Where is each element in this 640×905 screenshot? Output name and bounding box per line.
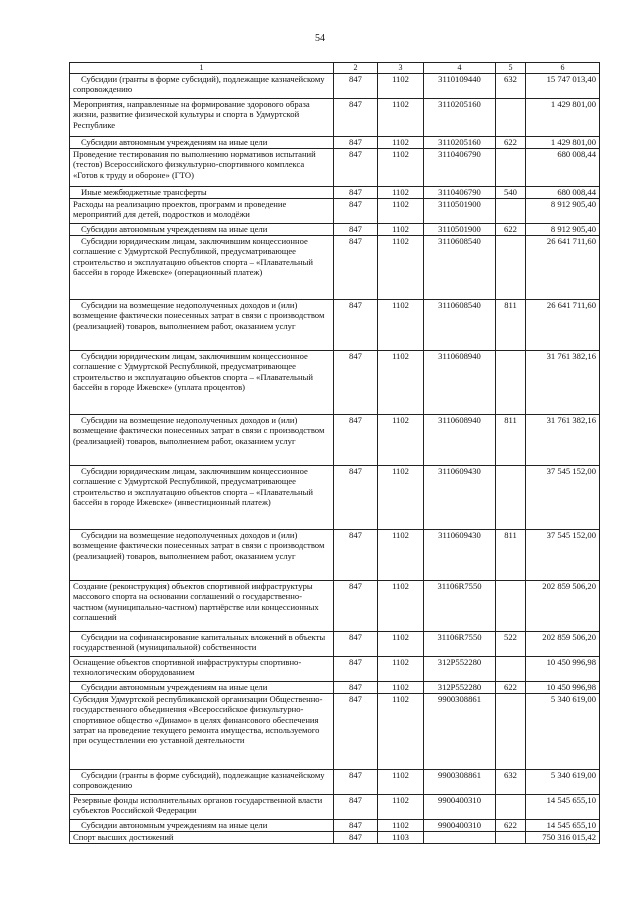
row-expense-type: 632: [496, 74, 526, 99]
table-row: [70, 224, 600, 236]
row-amount: 15 747 013,40: [526, 74, 600, 99]
row-name: Субсидии автономным учреждениям на иные цели: [70, 137, 334, 149]
row-target-article: 3110608940: [424, 351, 496, 415]
row-name: Иные межбюджетные трансферты: [70, 187, 334, 199]
table-row: [70, 466, 600, 530]
row-expense-type: [496, 99, 526, 137]
row-amount: 5 340 619,00: [526, 694, 600, 770]
table-row: [70, 795, 600, 820]
row-code: 847: [334, 74, 378, 99]
table-row: [70, 820, 600, 832]
row-section: 1102: [378, 632, 424, 657]
row-target-article: 3110608940: [424, 415, 496, 466]
row-amount: 26 641 711,60: [526, 300, 600, 351]
row-target-article: 3110205160: [424, 99, 496, 137]
row-target-article: 31106R7550: [424, 632, 496, 657]
row-section: 1102: [378, 199, 424, 224]
row-name: Субсидии автономным учреждениям на иные цели: [70, 224, 334, 236]
row-code: 847: [334, 694, 378, 770]
row-name: Субсидии (гранты в форме субсидий), подлежащие казначейскому сопровождению: [70, 74, 334, 99]
row-code: 847: [334, 137, 378, 149]
row-amount: 680 008,44: [526, 187, 600, 199]
row-expense-type: 632: [496, 770, 526, 795]
row-section: 1102: [378, 99, 424, 137]
row-target-article: 3110501900: [424, 199, 496, 224]
table-row: [70, 300, 600, 351]
row-name: Мероприятия, направленные на формирование здорового образа жизни, развитие физической культуры и спорта в Удмуртской Республике: [70, 99, 334, 137]
row-target-article: 9900400310: [424, 795, 496, 820]
row-amount: 26 641 711,60: [526, 236, 600, 300]
table-row: [70, 199, 600, 224]
row-amount: 10 450 996,98: [526, 657, 600, 682]
row-target-article: 312P552280: [424, 682, 496, 694]
row-section: 1102: [378, 74, 424, 99]
row-name: Субсидии юридическим лицам, заключившим концессионное соглашение с Удмуртской Республикой, предусматривающее строительство и эксплуатацию объектов спорта – «Плавательный бассейн в городе Ижевске» (операционный платеж): [70, 236, 334, 300]
row-target-article: 31106R7550: [424, 581, 496, 632]
row-expense-type: [496, 466, 526, 530]
table-body: [70, 63, 600, 844]
row-amount: 5 340 619,00: [526, 770, 600, 795]
row-amount: 14 545 655,10: [526, 820, 600, 832]
row-section: 1102: [378, 657, 424, 682]
row-code: 847: [334, 820, 378, 832]
row-expense-type: [496, 351, 526, 415]
budget-table: [69, 62, 600, 844]
row-expense-type: 622: [496, 820, 526, 832]
row-target-article: 9900308861: [424, 770, 496, 795]
row-target-article: 312P552280: [424, 657, 496, 682]
row-amount: 31 761 382,16: [526, 351, 600, 415]
row-name: Субсидии на возмещение недополученных доходов и (или) возмещение фактически понесенных затрат в связи с производством (реализацией) товаров, выполнением работ, оказанием услуг: [70, 530, 334, 581]
row-code: 847: [334, 187, 378, 199]
row-target-article: 3110109440: [424, 74, 496, 99]
row-amount: 1 429 801,00: [526, 99, 600, 137]
row-name: Субсидии (гранты в форме субсидий), подлежащие казначейскому сопровождению: [70, 770, 334, 795]
row-section: 1102: [378, 224, 424, 236]
row-target-article: 3110406790: [424, 187, 496, 199]
column-number: 3: [378, 63, 424, 74]
table-row: [70, 581, 600, 632]
row-section: 1102: [378, 415, 424, 466]
row-expense-type: 622: [496, 682, 526, 694]
row-expense-type: [496, 199, 526, 224]
row-name: Расходы на реализацию проектов, программ и проведение мероприятий для детей, подростков и молодёжи: [70, 199, 334, 224]
row-section: 1102: [378, 581, 424, 632]
row-name: Оснащение объектов спортивной инфраструктуры спортивно-технологическим оборудованием: [70, 657, 334, 682]
row-code: 847: [334, 149, 378, 187]
row-section: 1102: [378, 820, 424, 832]
table-row: [70, 137, 600, 149]
row-code: 847: [334, 351, 378, 415]
table-row: [70, 530, 600, 581]
row-code: 847: [334, 415, 378, 466]
row-amount: 37 545 152,00: [526, 530, 600, 581]
row-amount: 14 545 655,10: [526, 795, 600, 820]
row-expense-type: 522: [496, 632, 526, 657]
row-code: 847: [334, 300, 378, 351]
row-code: 847: [334, 832, 378, 844]
row-section: 1102: [378, 530, 424, 581]
row-name: Субсидии автономным учреждениям на иные цели: [70, 820, 334, 832]
row-amount: 750 316 015,42: [526, 832, 600, 844]
row-section: 1102: [378, 236, 424, 300]
row-section: 1102: [378, 795, 424, 820]
row-code: 847: [334, 99, 378, 137]
column-number: 6: [526, 63, 600, 74]
row-section: 1102: [378, 300, 424, 351]
row-section: 1102: [378, 770, 424, 795]
row-code: 847: [334, 224, 378, 236]
row-name: Субсидии на возмещение недополученных доходов и (или) возмещение фактически понесенных затрат в связи с производством (реализацией) товаров, выполнением работ, оказанием услуг: [70, 415, 334, 466]
row-code: 847: [334, 795, 378, 820]
row-name: Спорт высших достижений: [70, 832, 334, 844]
row-expense-type: 811: [496, 530, 526, 581]
row-name: Субсидии на возмещение недополученных доходов и (или) возмещение фактически понесенных затрат в связи с производством (реализацией) товаров, выполнением работ, оказанием услуг: [70, 300, 334, 351]
row-code: 847: [334, 236, 378, 300]
row-amount: 680 008,44: [526, 149, 600, 187]
table-row: [70, 415, 600, 466]
row-code: 847: [334, 581, 378, 632]
row-name: Проведение тестирования по выполнению нормативов испытаний (тестов) Всероссийского физкультурно-спортивного комплекса «Готов к труду и обороне» (ГТО): [70, 149, 334, 187]
row-target-article: 3110608540: [424, 236, 496, 300]
row-code: 847: [334, 657, 378, 682]
row-expense-type: [496, 657, 526, 682]
row-expense-type: [496, 832, 526, 844]
row-target-article: 3110406790: [424, 149, 496, 187]
column-number: 2: [334, 63, 378, 74]
table-row: [70, 99, 600, 137]
row-code: 847: [334, 770, 378, 795]
row-section: 1102: [378, 694, 424, 770]
column-number: 1: [70, 63, 334, 74]
row-target-article: 9900400310: [424, 820, 496, 832]
column-number-row: [70, 63, 600, 74]
row-section: 1102: [378, 149, 424, 187]
row-code: 847: [334, 466, 378, 530]
row-name: Создание (реконструкция) объектов спортивной инфраструктуры массового спорта на основании соглашений о государственно-частном (муниципально-частном) партнёрстве или концессионных соглашений: [70, 581, 334, 632]
table-row: [70, 351, 600, 415]
row-target-article: 3110205160: [424, 137, 496, 149]
row-amount: 8 912 905,40: [526, 224, 600, 236]
row-name: Субсидии на софинансирование капитальных вложений в объекты государственной (муниципальной) собственности: [70, 632, 334, 657]
table-row: [70, 236, 600, 300]
row-target-article: 3110501900: [424, 224, 496, 236]
table-row: [70, 657, 600, 682]
row-code: 847: [334, 530, 378, 581]
row-amount: 10 450 996,98: [526, 682, 600, 694]
table-row: [70, 74, 600, 99]
row-amount: 202 859 506,20: [526, 632, 600, 657]
table-row: [70, 832, 600, 844]
row-target-article: 3110609430: [424, 466, 496, 530]
row-target-article: 9900308861: [424, 694, 496, 770]
row-expense-type: 811: [496, 300, 526, 351]
row-target-article: 3110609430: [424, 530, 496, 581]
row-name: Субсидии автономным учреждениям на иные цели: [70, 682, 334, 694]
row-section: 1102: [378, 682, 424, 694]
row-name: Субсидии юридическим лицам, заключившим концессионное соглашение с Удмуртской Республикой, предусматривающее строительство и эксплуатацию объектов спорта – «Плавательный бассейн в городе Ижевске» (уплата процентов): [70, 351, 334, 415]
row-target-article: 3110608540: [424, 300, 496, 351]
row-expense-type: [496, 795, 526, 820]
column-number: 4: [424, 63, 496, 74]
row-expense-type: [496, 149, 526, 187]
table-row: [70, 187, 600, 199]
row-section: 1102: [378, 351, 424, 415]
page-number: 54: [315, 33, 325, 44]
row-amount: 37 545 152,00: [526, 466, 600, 530]
row-expense-type: 622: [496, 224, 526, 236]
row-code: 847: [334, 199, 378, 224]
row-amount: 31 761 382,16: [526, 415, 600, 466]
row-section: 1102: [378, 187, 424, 199]
table-row: [70, 770, 600, 795]
table-row: [70, 632, 600, 657]
row-amount: 202 859 506,20: [526, 581, 600, 632]
row-expense-type: [496, 236, 526, 300]
row-expense-type: 622: [496, 137, 526, 149]
row-code: 847: [334, 682, 378, 694]
column-number: 5: [496, 63, 526, 74]
row-section: 1102: [378, 466, 424, 530]
row-expense-type: [496, 581, 526, 632]
table-row: [70, 149, 600, 187]
row-name: Субсидия Удмуртской республиканской организации Общественно-государственного объединения «Всероссийское физкультурно-спортивное общество «Динамо» в целях финансового обеспечения затрат на проведение текущего ремонта имущества, используемого при осуществлении ею уставной деятельности: [70, 694, 334, 770]
row-section: 1102: [378, 137, 424, 149]
row-target-article: [424, 832, 496, 844]
table-row: [70, 682, 600, 694]
row-amount: 8 912 905,40: [526, 199, 600, 224]
row-expense-type: [496, 694, 526, 770]
row-code: 847: [334, 632, 378, 657]
row-name: Резервные фонды исполнительных органов государственной власти субъектов Российской Федерации: [70, 795, 334, 820]
row-expense-type: 540: [496, 187, 526, 199]
row-name: Субсидии юридическим лицам, заключившим концессионное соглашение с Удмуртской Республикой, предусматривающее строительство и эксплуатацию объектов спорта – «Плавательный бассейн в городе Ижевске» (инвестиционный платеж): [70, 466, 334, 530]
row-section: 1103: [378, 832, 424, 844]
row-expense-type: 811: [496, 415, 526, 466]
table-row: [70, 694, 600, 770]
row-amount: 1 429 801,00: [526, 137, 600, 149]
